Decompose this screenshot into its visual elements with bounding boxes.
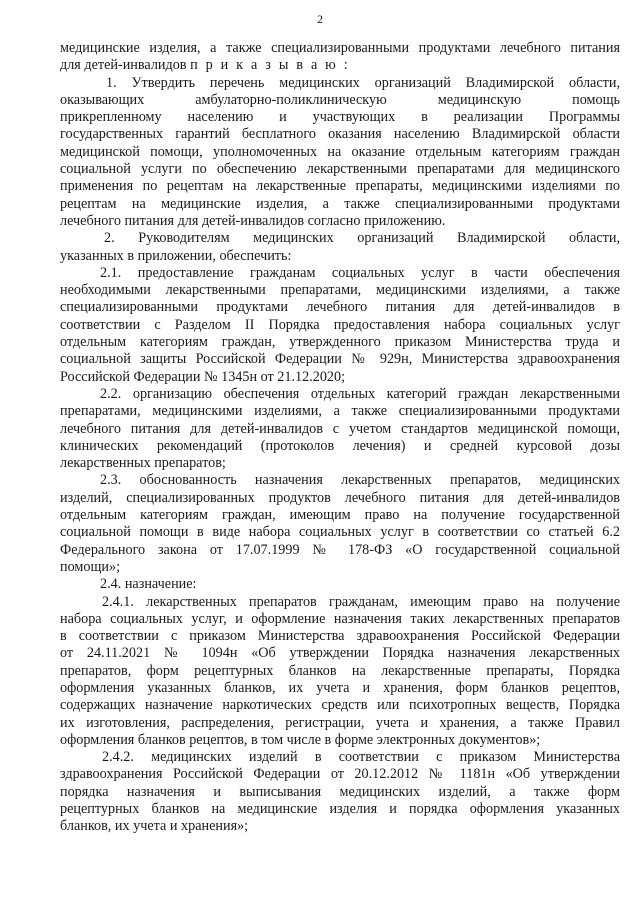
page-number: 2 bbox=[317, 12, 323, 26]
text-line: 2.1. предоставление гражданам социальных услуг в части обеспечения bbox=[100, 264, 620, 281]
text-line: препаратами, медицинскими изделиями, а также специализированными продуктами bbox=[60, 403, 620, 420]
text-line: бланков, их учета и хранения»; bbox=[60, 818, 249, 835]
text-line: набора социальных услуг, и оформление назначения таких лекарственных препаратов bbox=[60, 610, 620, 627]
text-line: 2.3. обоснованность назначения лекарственных препаратов, медицинских bbox=[100, 472, 620, 489]
text-line: оформления указанных бланков, их учета и хранения, форм бланков рецептов, bbox=[60, 679, 620, 696]
text-line: 2.4. назначение: bbox=[100, 576, 197, 593]
text-line: 2.2. организацию обеспечения отдельных категорий граждан лекарственными bbox=[100, 385, 620, 402]
text-line: лечебного питания для детей-инвалидов согласно приложению. bbox=[60, 212, 446, 229]
text-line: оказывающих амбулаторно-поликлиническую медицинскую помощь bbox=[60, 91, 620, 108]
text-line: здравоохранения Российской Федерации от 20.12.2012 № 1181н «Об утверждении bbox=[60, 766, 620, 783]
text-line: лекарственных препаратов; bbox=[60, 455, 226, 472]
text-line: социальной защиты Российской Федерации № 929н, Министерства здравоохранения bbox=[60, 351, 620, 368]
text-line: отдельным категориям граждан, утвержденного приказом Министерства труда и bbox=[60, 334, 620, 351]
text-line: лечебного питания для детей-инвалидов с учетом стандартов медицинской помощи, bbox=[60, 420, 620, 437]
text-fragment: для детей-инвалидов bbox=[60, 57, 187, 74]
text-line: содержащих назначение наркотических средств или психотропных веществ, Порядка bbox=[60, 697, 620, 714]
text-line: Российской Федерации № 1345н от 21.12.2020; bbox=[60, 368, 346, 385]
text-line: их изготовления, распределения, регистрации, учета и хранения, а также Правил bbox=[60, 714, 620, 731]
text-line: применения по рецептам на лекарственные препараты, медицинскими изделиями по bbox=[60, 178, 620, 195]
text-line: указанных в приложении, обеспечить: bbox=[60, 247, 292, 264]
order-keyword: п р и к а з ы в а ю : bbox=[190, 57, 350, 74]
text-line: клинических рекомендаций (протоколов лечения) и средней курсовой дозы bbox=[60, 437, 620, 454]
text-line: медицинские изделия, а также специализированными продуктами лечебного питания bbox=[60, 40, 620, 56]
text-line: изделий, специализированных продуктов лечебного питания для детей-инвалидов bbox=[60, 489, 620, 506]
text-line: 2.4.2. медицинских изделий в соответствии с приказом Министерства bbox=[102, 749, 620, 766]
text-line: государственных гарантий бесплатного оказания населению Владимирской области bbox=[60, 126, 620, 143]
text-line: прикрепленному населению и участвующих в реализации Программы bbox=[60, 109, 620, 126]
text-line: соответствии с Разделом II Порядка предоставления набора социальных услуг bbox=[60, 316, 620, 333]
text-line: Федерального закона от 17.07.1999 № 178-ФЗ «О государственной социальной bbox=[60, 541, 620, 558]
text-line: рецептам на медицинские изделия, а также специализированными продуктами bbox=[60, 195, 620, 212]
document-body bbox=[60, 40, 620, 836]
text-line: помощи»; bbox=[60, 558, 121, 575]
text-line: оформления бланков рецептов, в том числе в форме электронных документов»; bbox=[60, 731, 541, 748]
text-line: отдельным категориям граждан, имеющим право на получение государственной bbox=[60, 507, 620, 524]
text-line: в соответствии с приказом Министерства здравоохранения Российской Федерации bbox=[60, 628, 620, 645]
text-line: социальной услуги по обеспечению лекарственными препаратами для медицинского bbox=[60, 161, 620, 178]
text-line: рецептурных бланков на медицинские изделия и порядка оформления указанных bbox=[60, 801, 620, 818]
text-line: 1. Утвердить перечень медицинских организаций Владимирской области, bbox=[106, 74, 620, 91]
text-line: от 24.11.2021 № 1094н «Об утверждении Порядка назначения лекарственных bbox=[60, 645, 620, 662]
text-line: медицинской помощи, уполномоченных на оказание отдельным категориям граждан bbox=[60, 143, 620, 160]
text-line: 2. Руководителям медицинских организаций Владимирской области, bbox=[104, 230, 620, 247]
text-line: необходимыми лекарственными препаратами, медицинскими изделиями, а также bbox=[60, 282, 620, 299]
text-line: 2.4.1. лекарственных препаратов гражданам, имеющим право на получение bbox=[102, 593, 620, 610]
text-line: социальной помощи в виде набора социальных услуг в соответствии со статьей 6.2 bbox=[60, 524, 620, 541]
text-line: порядка назначения и выписывания медицинских изделий, а также форм bbox=[60, 783, 620, 800]
text-line: специализированными продуктами лечебного питания для детей-инвалидов в bbox=[60, 299, 620, 316]
text-line bbox=[60, 57, 620, 74]
text-line: препаратов, форм рецептурных бланков на лекарственные препараты, Порядка bbox=[60, 662, 620, 679]
